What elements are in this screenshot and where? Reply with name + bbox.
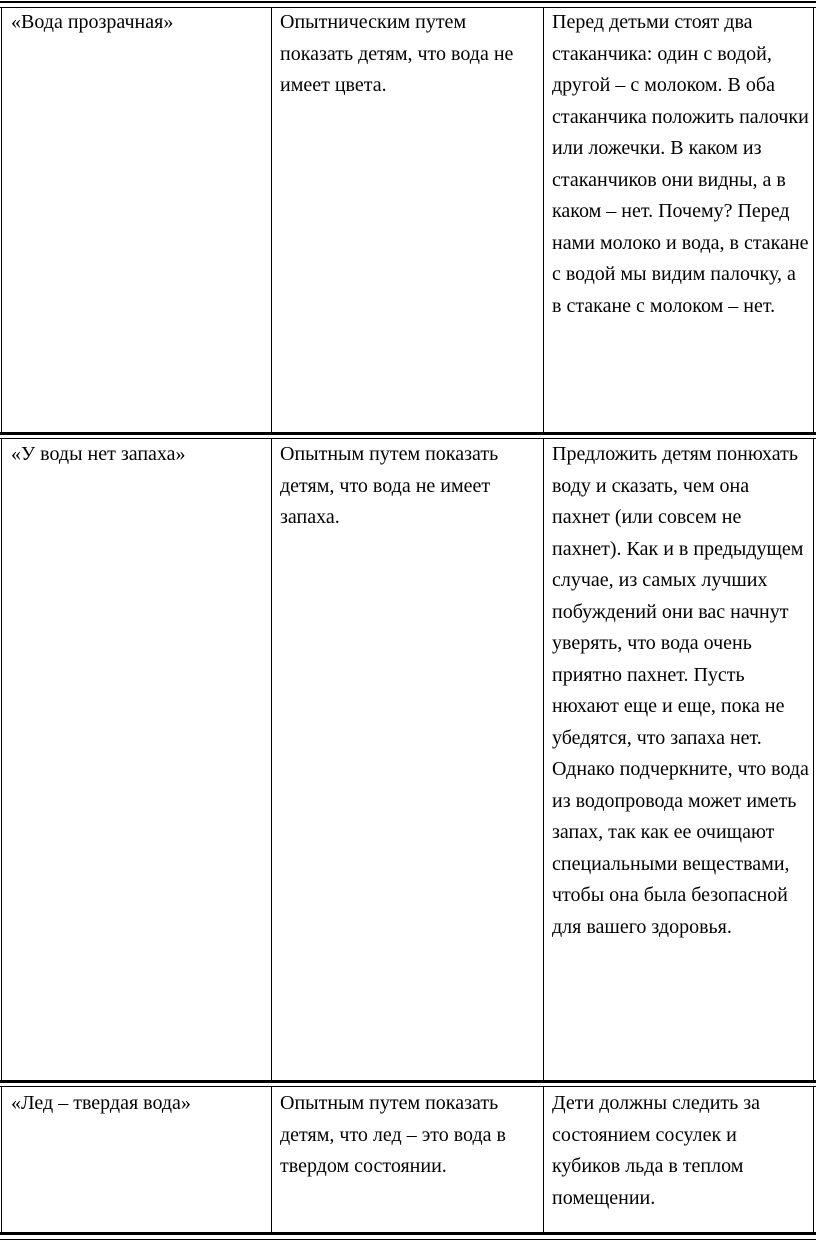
row3-description: Дети должны следить за состоянием сосулек и кубиков льда в теплом помещении.	[552, 1092, 761, 1209]
row2-left-border	[1, 438, 2, 1081]
row3-left-border	[1, 1086, 2, 1233]
row2-goal: Опытным путем показать детям, что вода не имеет запаха.	[280, 443, 499, 528]
row2-col-divider-2	[543, 438, 544, 1081]
row1-title: «Вода прозрачная»	[11, 11, 174, 33]
row3-col-divider-1	[271, 1086, 272, 1233]
table-border-top	[0, 1, 816, 3]
row2-col-divider-1	[271, 438, 272, 1081]
row-separator-2	[0, 1080, 816, 1083]
row1-description: Перед детьми стоят два стаканчика: один с водой, другой – с молоком. В оба стаканчика положить палочки или ложечки. В каком из стаканчиков они видны, а в каком – нет. Почему? Перед нами молоко и вода, в стакане с водой мы видим палочку, а в стакане с молоком – нет.	[552, 11, 809, 317]
row1-col-divider-2	[543, 7, 544, 433]
row3-goal: Опытным путем показать детям, что лед – это вода в твердом состоянии.	[280, 1092, 506, 1177]
row-separator-2-inner	[0, 1086, 816, 1087]
table-border-bottom	[0, 1232, 816, 1235]
row1-left-border	[1, 7, 2, 433]
table-border-bottom-inner	[0, 1239, 816, 1240]
row1-right-border	[813, 7, 814, 433]
row1-goal: Опытническим путем показать детям, что вода не имеет цвета.	[280, 11, 514, 96]
row2-title: «У воды нет запаха»	[11, 443, 186, 465]
row2-description: Предложить детям понюхать воду и сказать, чем она пахнет (или совсем не пахнет). Как и в предыдущем случае, из самых лучших побуждений они вас начнут уверять, что вода очень приятно пахнет. Пусть нюхают еще и еще, пока не убедятся, что запаха нет. Однако подчеркните, что вода из водопровода может иметь запах, так как ее очищают специальными веществами, чтобы она была безопасной для вашего здоровья.	[552, 443, 809, 938]
row1-col-divider-1	[271, 7, 272, 433]
row-separator-1	[0, 432, 816, 435]
row3-col-divider-2	[543, 1086, 544, 1233]
row2-right-border	[813, 438, 814, 1081]
row3-right-border	[813, 1086, 814, 1233]
row3-title: «Лед – твердая вода»	[11, 1092, 191, 1114]
